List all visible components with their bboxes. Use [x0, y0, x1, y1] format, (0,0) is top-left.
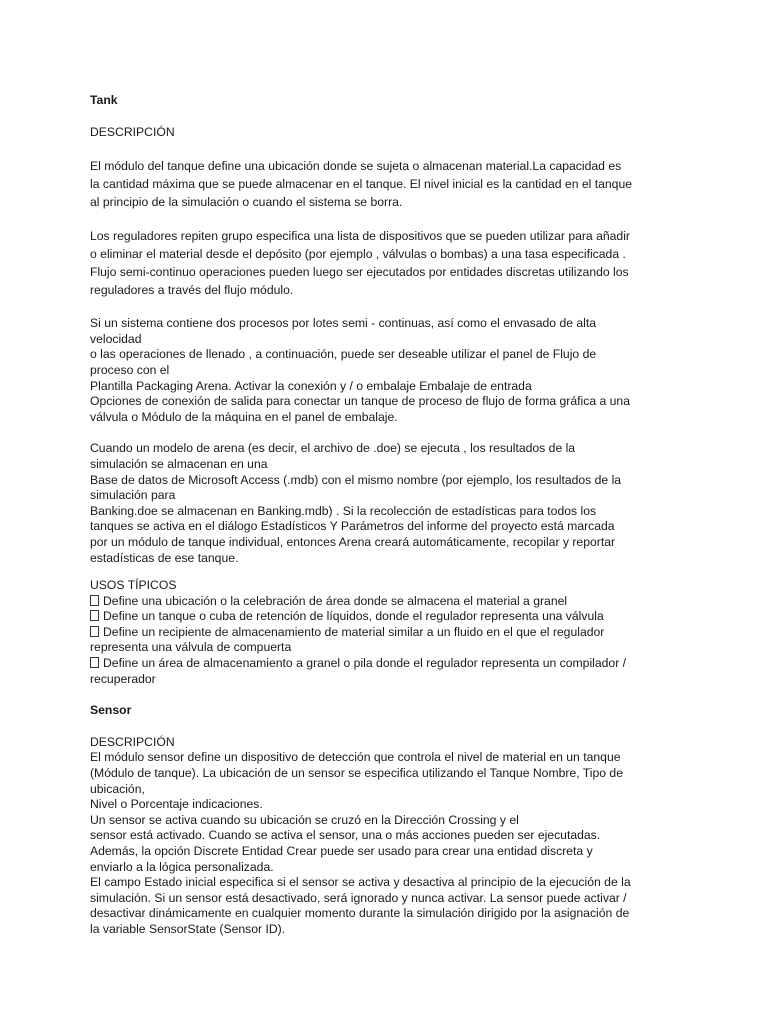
list-item-text: Define un recipiente de almacenamiento de material similar a un fluido en el que el regulador [103, 624, 605, 639]
text-line: simulación se almacenan en una [90, 456, 268, 471]
tank-paragraph-3 [90, 316, 680, 425]
text-line: sensor está activado. Cuando se activa el sensor, una o más acciones pueden ser ejecutadas. [90, 828, 601, 843]
text-line: simulación para [90, 488, 176, 503]
text-line: Un sensor se activa cuando su ubicación se cruzó en la Dirección Crossing y el [90, 812, 519, 827]
list-item [90, 625, 680, 641]
text-line: Opciones de conexión de salida para conectar un tanque de proceso de flujo de forma gráfica a una [90, 394, 630, 409]
text-line: estadísticas de ese tanque. [90, 550, 239, 565]
list-item-continuation: recuperador [90, 671, 156, 686]
text-line: El módulo sensor define un dispositivo de detección que controla el nivel de material en un tanque [90, 750, 621, 765]
text-line: proceso con el [90, 362, 170, 377]
tank-paragraph-4 [90, 441, 680, 566]
list-item [90, 594, 680, 610]
checkbox-bullet-icon [90, 657, 99, 668]
tank-paragraph-2 [90, 227, 680, 299]
text-line: por un módulo de tanque individual, entonces Arena creará automáticamente, recopilar y reportar [90, 534, 616, 549]
document-page [90, 93, 680, 938]
list-item-text: Define una ubicación o la celebración de área donde se almacena el material a granel [103, 593, 568, 608]
sensor-paragraph [90, 750, 680, 937]
text-line: Si un sistema contiene dos procesos por lotes semi - continuas, así como el envasado de alta [90, 316, 597, 331]
text-line: Flujo semi-continuo operaciones pueden luego ser ejecutados por entidades discretas utilizando los [90, 265, 629, 280]
checkbox-bullet-icon [90, 626, 99, 637]
tank-descripcion-label: DESCRIPCIÓN [90, 124, 175, 139]
text-line: Además, la opción Discrete Entidad Crear puede ser usado para crear una entidad discreta y [90, 844, 593, 858]
list-item-text: Define un área de almacenamiento a granel o pila donde el regulador representa un compilador / [103, 656, 627, 671]
text-line: Base de datos de Microsoft Access (.mdb) con el mismo nombre (por ejemplo, los resultados de la [90, 472, 622, 487]
tank-usos-label: USOS TÍPICOS [90, 578, 177, 593]
sensor-descripcion-label: DESCRIPCIÓN [90, 734, 175, 749]
text-line: o las operaciones de llenado , a continuación, puede ser deseable utilizar el panel de Flujo de [90, 347, 597, 362]
text-line: al principio de la simulación o cuando el sistema se borra. [90, 195, 403, 210]
checkbox-bullet-icon [90, 610, 99, 621]
text-line: desactivar dinámicamente en cualquier momento durante la simulación dirigido por la asignación de [90, 906, 630, 921]
text-line: Nivel o Porcentaje indicaciones. [90, 797, 263, 812]
tank-heading: Tank [90, 93, 118, 107]
text-line: ubicación, [90, 781, 145, 796]
list-item-continuation: representa una válvula de compuerta [90, 640, 292, 655]
text-line: reguladores a través del flujo módulo. [90, 283, 294, 298]
list-item [90, 609, 680, 625]
checkbox-bullet-icon [90, 595, 99, 606]
text-line: (Módulo de tanque). La ubicación de un sensor se especifica utilizando el Tanque Nombre, Tipo de [90, 766, 623, 781]
text-line: El módulo del tanque define una ubicación donde se sujeta o almacenan material.La capacidad es [90, 159, 622, 174]
sensor-heading: Sensor [90, 703, 132, 718]
tank-usos-list [90, 594, 680, 688]
text-line: Cuando un modelo de arena (es decir, el archivo de .doe) se ejecuta , los resultados de la [90, 441, 576, 456]
text-line: la cantidad máxima que se puede almacenar en el tanque. El nivel inicial es la cantidad en el tanque [90, 177, 633, 192]
list-item [90, 656, 680, 672]
text-line: Los reguladores repiten grupo especifica una lista de dispositivos que se pueden utilizar para añadir [90, 229, 630, 244]
text-line: la variable SensorState (Sensor ID). [90, 921, 286, 936]
text-line: El campo Estado inicial especifica si el sensor se activa y desactiva al principio de la ejecución de la [90, 875, 631, 890]
list-item-text: Define un tanque o cuba de retención de líquidos, donde el regulador representa una válvula [103, 609, 604, 624]
text-line: simulación. Si un sensor está desactivado, será ignorado y nunca activar. La sensor puede activar / [90, 890, 627, 905]
text-line: enviarlo a la lógica personalizada. [90, 859, 274, 874]
text-line: velocidad [90, 331, 142, 346]
text-line: Plantilla Packaging Arena. Activar la conexión y / o embalaje Embalaje de entrada [90, 378, 532, 393]
text-line: tanques se activa en el diálogo Estadísticos Y Parámetros del informe del proyecto está marcada [90, 519, 615, 534]
text-line: o eliminar el material desde el depósito (por ejemplo , válvulas o bombas) a una tasa especificada . [90, 247, 626, 262]
text-line: válvula o Módulo de la máquina en el panel de embalaje. [90, 409, 398, 424]
text-line: Banking.doe se almacenan en Banking.mdb) . Si la recolección de estadísticas para todos los [90, 503, 597, 518]
tank-paragraph-1 [90, 157, 680, 211]
